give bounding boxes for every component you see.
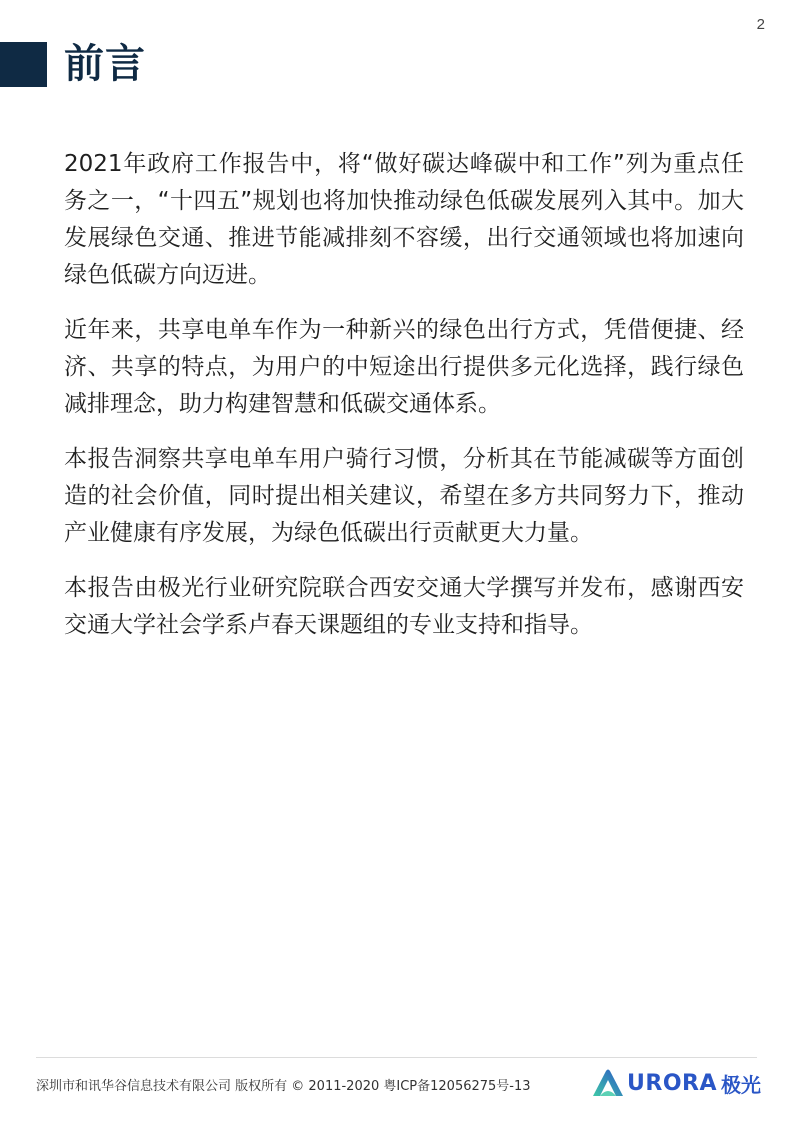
paragraph: 本报告由极光行业研究院联合西安交通大学撰写并发布，感谢西安交通大学社会学系卢春天课题组的专业支持和指导。 xyxy=(64,575,744,638)
paragraph: 2021年政府工作报告中，将“做好碳达峰碳中和工作”列为重点任务之一，“十四五”规划也将加快推动绿色低碳发展列入其中。加大发展绿色交通、推进节能减排刻不容缓，出行交通领域也将加速向绿色低碳方向迈进。 xyxy=(64,151,744,288)
aurora-logo-icon xyxy=(591,1068,625,1098)
paragraph: 近年来，共享电单车作为一种新兴的绿色出行方式，凭借便捷、经济、共享的特点，为用户的中短途出行提供多元化选择，践行绿色减排理念，助力构建智慧和低碳交通体系。 xyxy=(64,317,744,417)
title-accent-bar xyxy=(0,42,47,87)
page-title: 前言 xyxy=(64,41,146,87)
paragraph: 本报告洞察共享电单车用户骑行习惯，分析其在节能减碳等方面创造的社会价值，同时提出相关建议，希望在多方共同努力下，推动产业健康有序发展，为绿色低碳出行贡献更大力量。 xyxy=(64,446,744,546)
footer-divider xyxy=(36,1057,757,1058)
aurora-logo xyxy=(591,1068,761,1098)
page-number: 2 xyxy=(756,16,765,33)
logo-wordmark: URORA xyxy=(627,1070,717,1096)
preface-body xyxy=(64,146,744,662)
footer-copyright: 深圳市和讯华谷信息技术有限公司 版权所有 © 2011-2020 粤ICP备12056275号-13 xyxy=(36,1079,531,1094)
logo-chinese-name: 极光 xyxy=(721,1072,761,1097)
